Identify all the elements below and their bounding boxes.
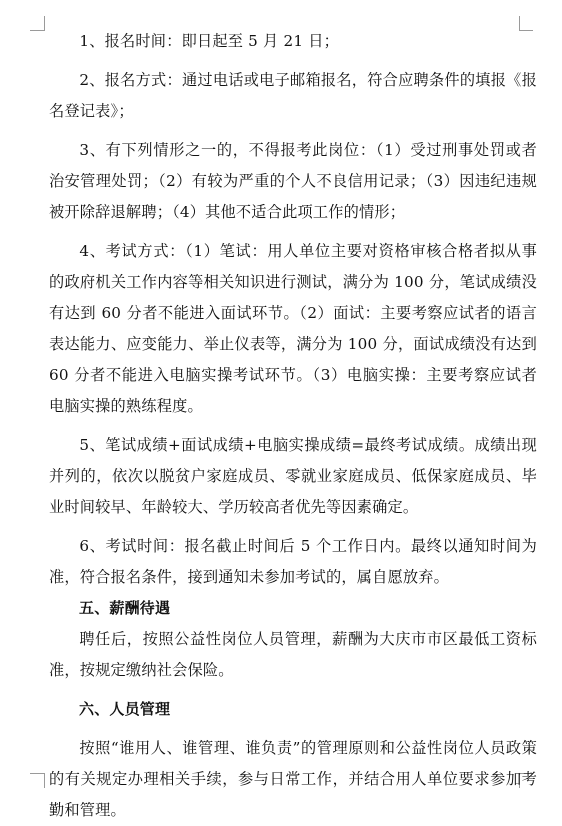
section-heading-salary: 五、薪酬待遇 bbox=[79, 599, 171, 617]
spacer bbox=[49, 725, 537, 733]
spacer bbox=[49, 228, 537, 236]
crop-mark-bottom-left-v bbox=[44, 773, 45, 788]
item-exam-method: 4、考试方式：（1）笔试：用人单位主要对资格审核合格者拟从事的政府机关工作内容等相关知识进行测试，满分为 100 分，笔试成绩没有达到 60 分者不能进入面试环节。（2）面试：主要考察应试者的语言表达能力、应变能力、举止仪表等，满分为 100 分，面试成绩没有达到 60 分者不能进入电脑实操考试环节。（3）电脑实操：主要考察应试者电脑实操的熟练程度。 bbox=[49, 242, 537, 415]
item-disqualifications: 3、有下列情形之一的，不得报考此岗位：（1）受过刑事处罚或者治安管理处罚；（2）有较为严重的个人不良信用记录；（3）因违纪违规被开除辞退解聘；（4）其他不适合此项工作的情形； bbox=[49, 141, 537, 221]
crop-mark-top-left-h bbox=[30, 30, 44, 31]
spacer bbox=[49, 523, 537, 531]
section-heading-personnel: 六、人员管理 bbox=[79, 700, 171, 718]
item-registration-method: 2、报名方式：通过电话或电子邮箱报名，符合应聘条件的填报《报名登记表》； bbox=[49, 71, 537, 120]
crop-mark-bottom-left-h bbox=[30, 773, 44, 774]
spacer bbox=[49, 686, 537, 694]
item-final-score: 5、笔试成绩+面试成绩+电脑实操成绩=最终考试成绩。成绩出现并列的，依次以脱贫户家庭成员、零就业家庭成员、低保家庭成员、毕业时间较早、年龄较大、学历较高者优先等因素确定。 bbox=[49, 436, 537, 516]
item-exam-time: 6、考试时间：报名截止时间后 5 个工作日内。最终以通知时间为准，符合报名条件，接到通知未参加考试的，属自愿放弃。 bbox=[49, 537, 537, 586]
spacer bbox=[49, 127, 537, 135]
crop-mark-top-left-v bbox=[44, 16, 45, 31]
spacer bbox=[49, 422, 537, 430]
section-body-personnel: 按照“谁用人、谁管理、谁负责”的管理原则和公益性岗位人员政策的有关规定办理相关手续，参与日常工作，并结合用人单位要求参加考勤和管理。 bbox=[49, 739, 537, 819]
document-body bbox=[49, 26, 537, 826]
item-registration-time: 1、报名时间：即日起至 5 月 21 日； bbox=[79, 32, 339, 50]
section-body-salary: 聘任后，按照公益性岗位人员管理，薪酬为大庆市市区最低工资标准，按规定缴纳社会保险。 bbox=[49, 630, 537, 679]
spacer bbox=[49, 57, 537, 65]
